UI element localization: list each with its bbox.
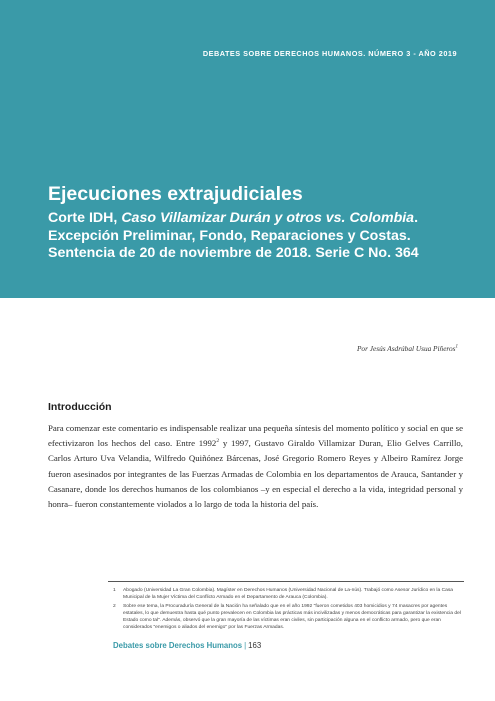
section-heading: Introducción xyxy=(48,401,112,413)
footnote-divider xyxy=(108,581,464,582)
author-footnote-ref: 1 xyxy=(455,344,458,350)
footnote-text: Sobre ese tema, la Procuraduría General de la Nación ha señalado que en el año 1992 "fueron cometidos 403 homicidios y 74 masacres por agentes estatales, lo que demuestra hasta qué punto prevalecen en Colombia las prácticas más incivilizadas y menos democráticas para garantizar la existencia del Estado como tal". Además, observó que la gran mayoría de las víctimas eran civiles, sin participación alguna en el conflicto armado, pero que eran considerados "enemigos o aliados del enemigo" por las Fuerzas Armadas. xyxy=(123,603,461,630)
footnote-text: Abogado (Universidad La Gran Colombia). Magíster en Derechos Humanos (Universidad Nacional de La-nús). Trabajó como Asesor Jurídico en la Casa Municipal de la Mujer Víctima del Conflicto Armado en el Departamento de Arauca (Colombia). xyxy=(123,588,454,601)
footnote-item xyxy=(113,587,464,601)
footnotes xyxy=(113,587,464,633)
footnote-item xyxy=(113,603,464,631)
title-block xyxy=(48,183,468,263)
journal-running-head: DEBATES SOBRE DERECHOS HUMANOS. NÚMERO 3 - AÑO 2019 xyxy=(202,49,457,58)
article-subtitle xyxy=(48,210,468,263)
footer-separator: | xyxy=(244,641,247,650)
paragraph-text-part2: y 1997, Gustavo Giraldo Villamizar Duran, Elio Gelves Carrillo, Carlos Arturo Uva Velandia, Wilfredo Quiñónez Bárcenas, José Gregorio Romero Reyes y Albeiro Ramírez Jorge fueron asesinados por integrantes de las Fuerzas Armadas de Colombia en los departamentos de Arauca, Santander y Casanare, donde los derechos humanos de los colombianos –y en especial el derecho a la vida, integridad personal y honra– fueron constantemente violados a lo largo de toda la historia del país. xyxy=(48,438,463,510)
body-paragraph xyxy=(48,421,463,512)
footnote-number: 1 xyxy=(113,588,116,593)
author-name: Jesús Asdrúbal Usua Piñeros xyxy=(369,344,456,353)
author-byline xyxy=(357,344,458,353)
subtitle-case-name: Caso Villamizar Durán y otros vs. Colombia xyxy=(121,210,415,226)
paragraph-text-part1: Para comenzar este comentario es indispensable realizar una pequeña síntesis del momento político y social en que se efectivizaron los hechos del caso. Entre 1992 xyxy=(48,423,463,449)
footnote-number: 2 xyxy=(113,603,116,609)
page-footer xyxy=(113,641,261,650)
author-prefix: Por xyxy=(356,344,370,353)
subtitle-text-part2: . Excepción Preliminar, Fondo, Reparaciones y Costas. Sentencia de 20 de noviembre de 2018. Serie C No. 364 xyxy=(48,210,419,261)
subtitle-text-part1: Corte IDH, xyxy=(48,210,122,226)
article-title: Ejecuciones extrajudiciales xyxy=(48,183,303,205)
footer-journal-name: Debates sobre Derechos Humanos xyxy=(113,641,243,650)
paragraph-footnote-ref: 2 xyxy=(216,438,220,445)
page-number: 163 xyxy=(248,641,262,650)
